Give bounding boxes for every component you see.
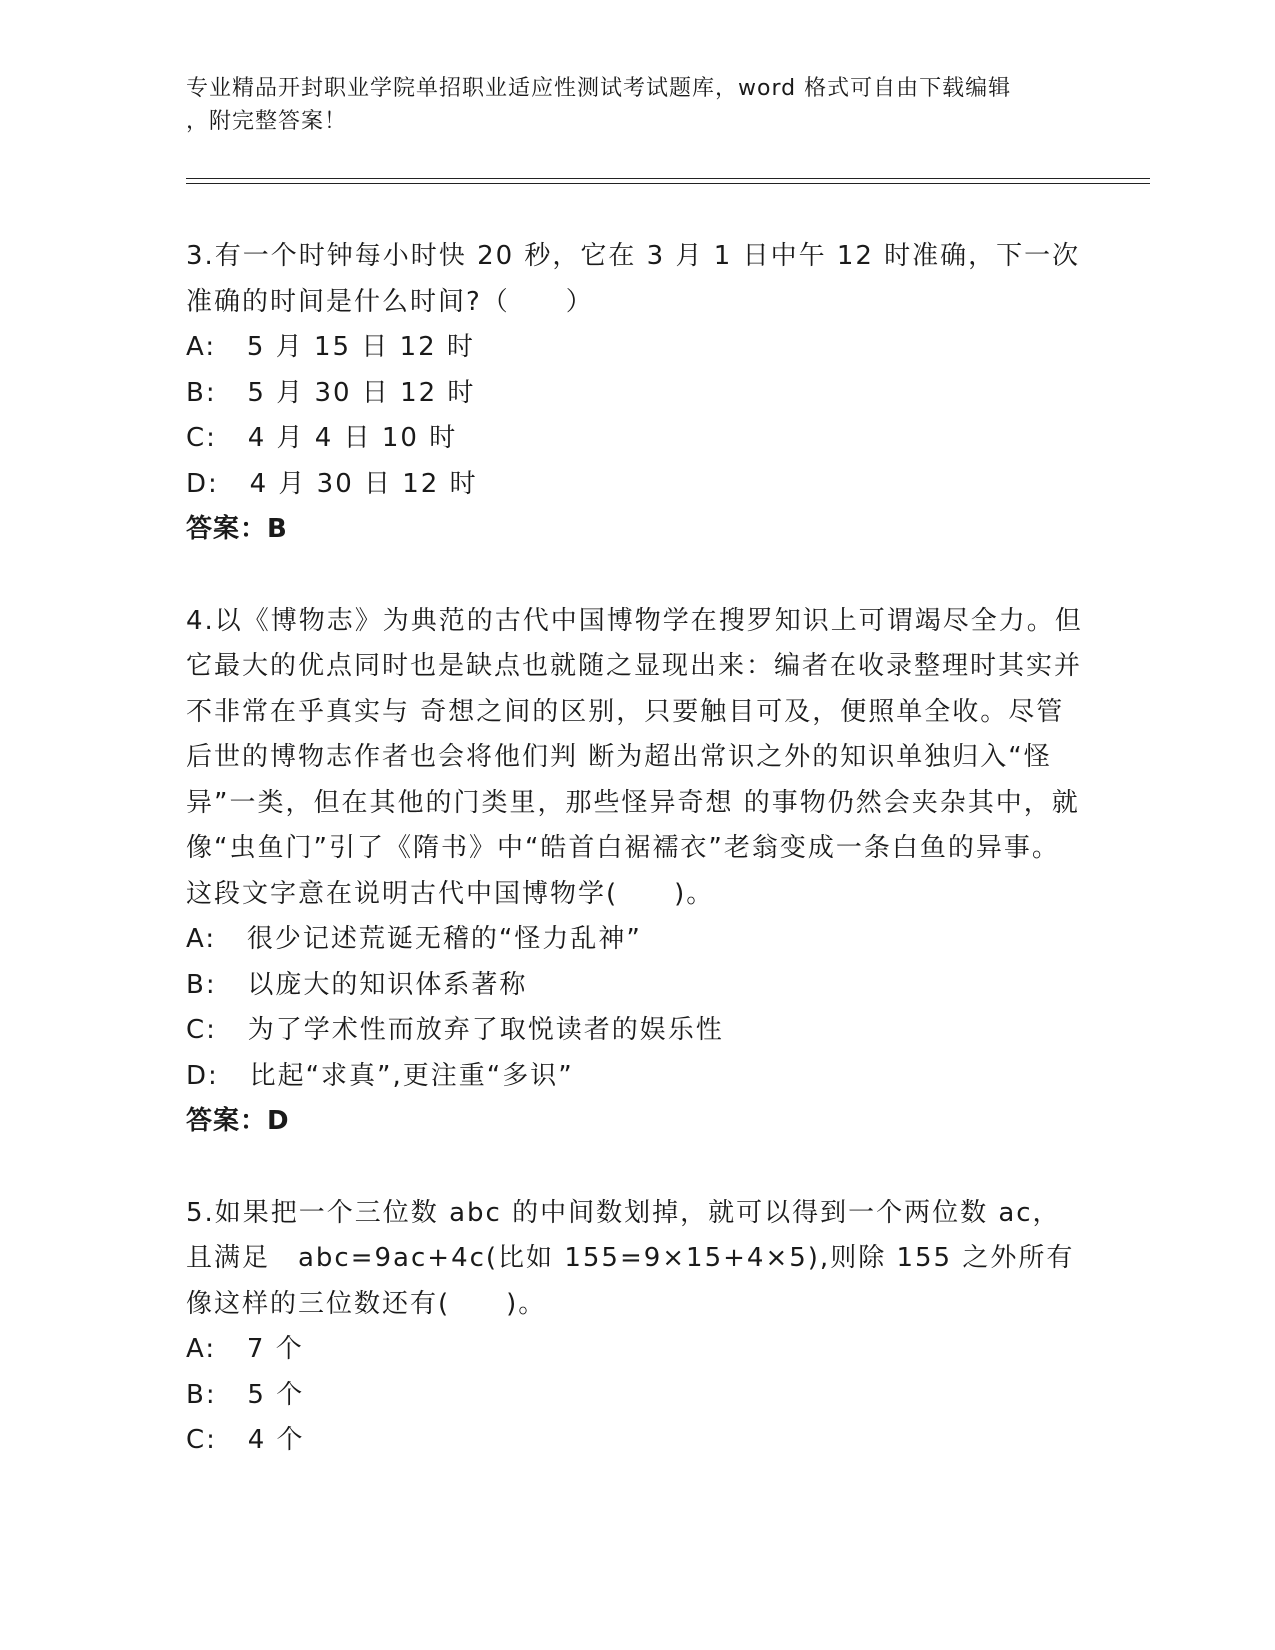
option-d: D: 4 月 30 日 12 时	[186, 468, 478, 499]
option-c: C: 4 个	[186, 1425, 305, 1455]
answer-label: 答案：D	[186, 1106, 290, 1136]
question-stem: 3.有一个时钟每小时快 20 秒，它在 3 月 1 日中午 12 时准确，下一次准确的时间是什么时间?（ ）	[186, 241, 1081, 317]
option-a: A: 很少记述荒诞无稽的“怪力乱神”	[186, 924, 642, 954]
option-c: C: 为了学术性而放弃了取悦读者的娱乐性	[186, 1015, 724, 1045]
option-b: B: 5 月 30 日 12 时	[186, 377, 476, 408]
question-stem: 5.如果把一个三位数 abc 的中间数划掉，就可以得到一个两位数 ac，且满足 abc=9ac+4c(比如 155=9×15+4×5),则除 155 之外所有像这样的三位数还有( )。	[186, 1197, 1075, 1319]
option-a: A: 5 月 15 日 12 时	[186, 332, 475, 362]
option-b: B: 以庞大的知识体系著称	[186, 969, 528, 1000]
option-c: C: 4 月 4 日 10 时	[186, 423, 458, 453]
question-stem: 4.以《博物志》为典范的古代中国博物学在搜罗知识上可谓竭尽全力。但它最大的优点同时也是缺点也就随之显现出来：编者在收录整理时其实并不非常在乎真实与 奇想之间的区别，只要触目可及，便照单全收。尽管后世的博物志作者也会将他们判 断为超出常识之外的知识单独归入“怪异”一类，但在其他的门类里，那些怪异奇想 的事物仍然会夹杂其中，就像“虫鱼门”引了《隋书》中“皓首白裾襦衣”老翁变成一条白鱼的异事。这段文字意在说明古代中国博物学( )。	[186, 605, 1083, 909]
header-divider-bottom	[186, 183, 1150, 184]
question-3	[186, 234, 1086, 553]
question-4	[186, 599, 1086, 1145]
question-5	[186, 1191, 1086, 1464]
option-b: B: 5 个	[186, 1379, 305, 1410]
document-header	[186, 72, 1086, 138]
header-line-1: 专业精品开封职业学院单招职业适应性测试考试题库，word 格式可自由下载编辑	[186, 76, 1012, 101]
header-divider-top	[186, 178, 1150, 179]
option-a: A: 7 个	[186, 1334, 304, 1364]
header-line-2: ，附完整答案！	[186, 109, 348, 134]
answer-label: 答案：B	[186, 514, 288, 544]
option-d: D: 比起“求真”,更注重“多识”	[186, 1060, 574, 1091]
question-list	[186, 234, 1086, 1510]
